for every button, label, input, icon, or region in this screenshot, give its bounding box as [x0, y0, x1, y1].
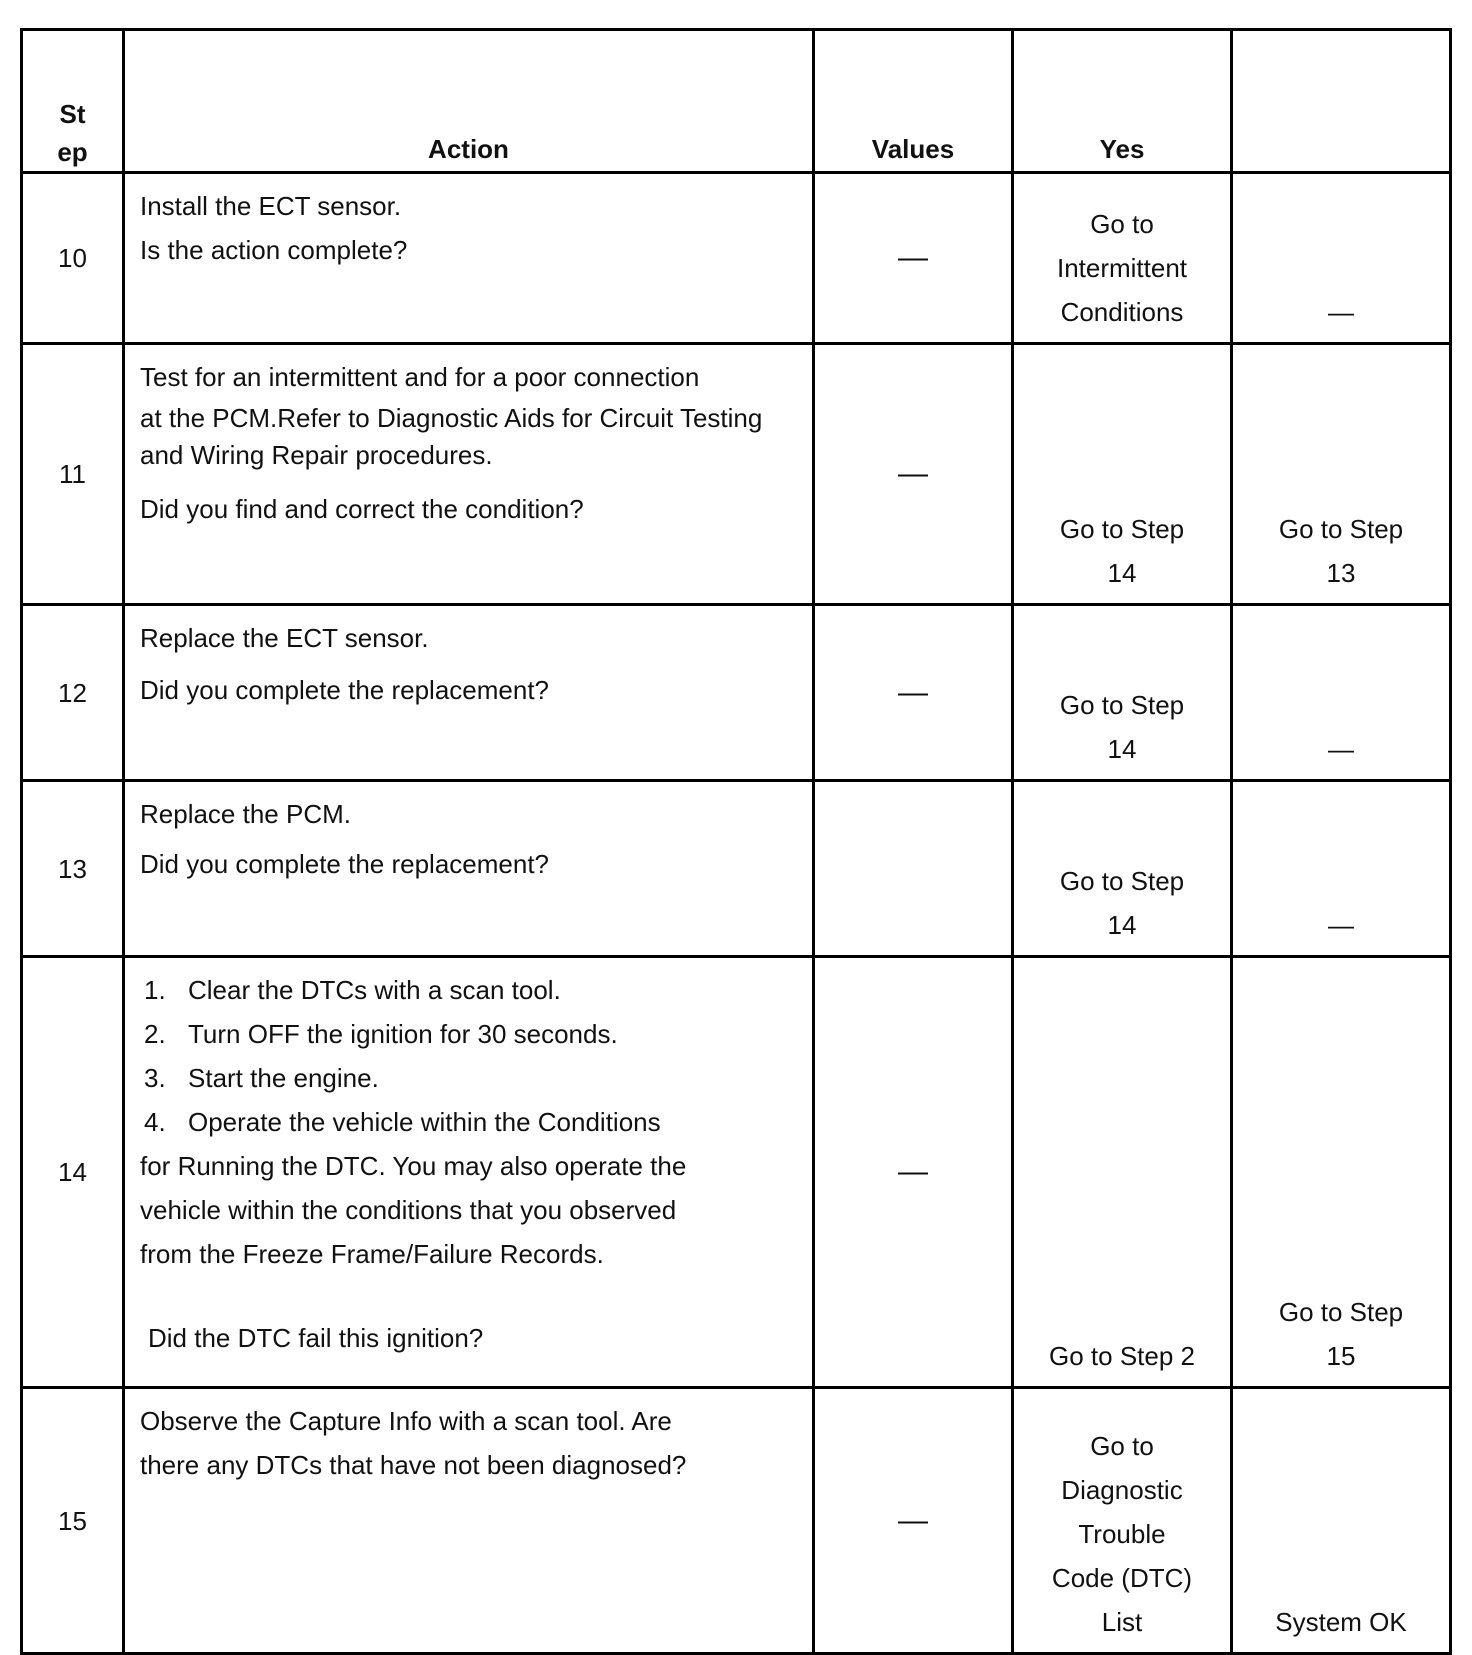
action-line: Did you complete the replacement?: [140, 675, 550, 705]
header-row: [22, 30, 1451, 173]
list-item: 3. Start the engine.: [144, 1063, 379, 1093]
header-action: Action: [124, 30, 814, 173]
action-line: and Wiring Repair procedures.: [140, 440, 493, 470]
header-step: St ep: [22, 30, 124, 173]
table-row-step-12: [22, 605, 1451, 781]
step-number: 14: [22, 957, 124, 1388]
action-line: at the PCM.Refer to Diagnostic Aids for Circuit Testing: [140, 403, 763, 433]
table-row-step-11: [22, 344, 1451, 605]
yes-cell: Go to Intermittent Conditions: [1013, 173, 1232, 344]
action-line: Replace the ECT sensor.: [140, 623, 429, 653]
step-number: 13: [22, 781, 124, 957]
list-item: 2. Turn OFF the ignition for 30 seconds.: [144, 1019, 618, 1049]
header-no: [1232, 30, 1451, 173]
header-values: Values: [814, 30, 1013, 173]
table-row-step-10: [22, 173, 1451, 344]
step-number: 11: [22, 344, 124, 605]
diagnostic-table: [20, 28, 1452, 1655]
values-cell: —: [814, 957, 1013, 1388]
action-line: for Running the DTC. You may also operate the: [140, 1151, 687, 1181]
step-number: 12: [22, 605, 124, 781]
values-cell: —: [814, 344, 1013, 605]
no-cell: —: [1232, 605, 1451, 781]
values-cell: —: [814, 605, 1013, 781]
yes-cell: Go to Step 2: [1013, 957, 1232, 1388]
action-line: there any DTCs that have not been diagnosed?: [140, 1450, 687, 1480]
list-item: 1. Clear the DTCs with a scan tool.: [144, 975, 561, 1005]
yes-cell: Go to Diagnostic Trouble Code (DTC) List: [1013, 1388, 1232, 1654]
no-cell: —: [1232, 781, 1451, 957]
no-cell: System OK: [1232, 1388, 1451, 1654]
action-cell: [124, 1388, 814, 1654]
no-cell: Go to Step 13: [1232, 344, 1451, 605]
action-cell: [124, 781, 814, 957]
table-row-step-14: [22, 957, 1451, 1388]
action-line: vehicle within the conditions that you observed: [140, 1195, 677, 1225]
action-question: Did the DTC fail this ignition?: [148, 1323, 484, 1353]
action-line: Replace the PCM.: [140, 799, 351, 829]
step-number: 10: [22, 173, 124, 344]
action-line: Did you complete the replacement?: [140, 849, 550, 879]
action-cell: [124, 605, 814, 781]
table-row-step-13: [22, 781, 1451, 957]
action-line: Did you find and correct the condition?: [140, 494, 584, 524]
action-line: Install the ECT sensor.: [140, 191, 402, 221]
action-cell: [124, 173, 814, 344]
action-cell: [124, 957, 814, 1388]
action-cell: [124, 344, 814, 605]
action-line: from the Freeze Frame/Failure Records.: [140, 1239, 604, 1269]
no-cell: Go to Step 15: [1232, 957, 1451, 1388]
no-cell: —: [1232, 173, 1451, 344]
header-yes: Yes: [1013, 30, 1232, 173]
table-row-step-15: [22, 1388, 1451, 1654]
list-item: 4. Operate the vehicle within the Conditions: [144, 1107, 661, 1137]
values-cell: —: [814, 173, 1013, 344]
action-line: Observe the Capture Info with a scan tool. Are: [140, 1406, 672, 1436]
values-cell: —: [814, 1388, 1013, 1654]
action-line: Test for an intermittent and for a poor connection: [140, 362, 700, 392]
yes-cell: Go to Step 14: [1013, 605, 1232, 781]
yes-cell: Go to Step 14: [1013, 781, 1232, 957]
yes-cell: Go to Step 14: [1013, 344, 1232, 605]
step-number: 15: [22, 1388, 124, 1654]
action-line: Is the action complete?: [140, 235, 408, 265]
values-cell: [814, 781, 1013, 957]
